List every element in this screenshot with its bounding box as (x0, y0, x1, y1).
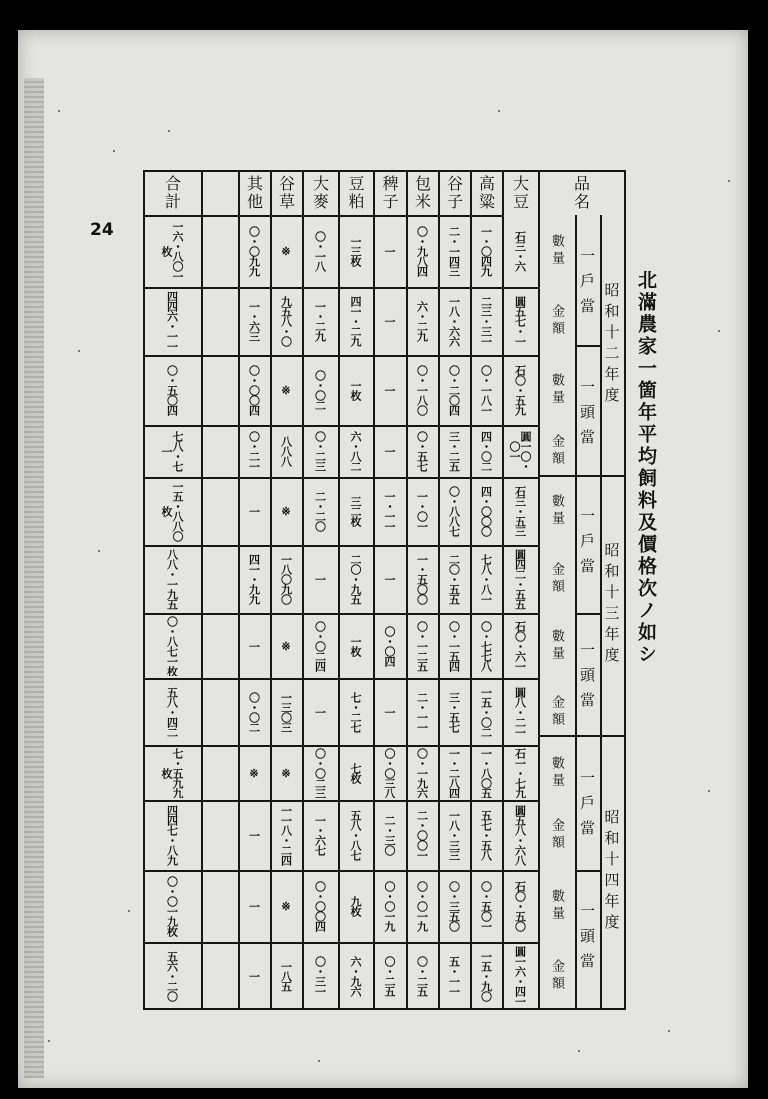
scan-speck (48, 1040, 50, 1042)
table-cell: 一 (383, 385, 396, 395)
table-cell: 二〇・五五 (447, 554, 461, 604)
scan-speck (98, 550, 100, 552)
measure-label: 金額 (549, 959, 564, 993)
table-cell: 〇・二〇四 (447, 365, 461, 415)
scan-speck (168, 130, 170, 132)
row-name-7: 谷草 (276, 174, 296, 211)
table-cell: 二三・三一 (479, 296, 493, 346)
table-cell: 一・六三 (247, 301, 261, 341)
table-cell: 一八・三三 (447, 810, 461, 860)
table-cell: 六・二九 (415, 301, 429, 341)
measure-label: 金額 (549, 818, 564, 852)
table-cell: 一 (247, 901, 261, 911)
table-cell: 〇・八七一枚 (165, 615, 179, 676)
group-header: 一頭當 (578, 641, 596, 717)
table-cell: 一五・九〇 (479, 951, 493, 1001)
table-cell: 三・二五 (447, 431, 461, 471)
row-name-8: 其他 (244, 174, 264, 211)
measure-label: 金額 (549, 694, 564, 729)
row-name-3: 包米 (412, 174, 432, 211)
table-cell: 〇・二五 (415, 956, 429, 996)
row-name-6: 大麥 (310, 174, 330, 211)
table-cell: 七枚 (349, 762, 362, 783)
table-cell: 六・八二 (349, 431, 362, 471)
table-cell: 二・二〇 (313, 491, 327, 531)
table-cell: 〇・二五 (383, 956, 396, 996)
table-cell: 七・二七 (349, 691, 362, 732)
measure-label: 數量 (549, 755, 564, 790)
table-cell: 四・〇〇〇 (479, 486, 493, 536)
table-cell: 〇・五七 (415, 431, 429, 471)
table-cell: 九五八・〇 (279, 296, 293, 346)
table-cell: 〇・七七八 (479, 620, 493, 671)
table-cell: 〇・〇四 (383, 625, 396, 666)
table-cell: 七八・七一 (160, 431, 184, 471)
scan-speck (318, 1060, 320, 1062)
table-cell: 一五・八八〇枚 (160, 481, 184, 541)
table-rule (201, 170, 203, 1010)
table-cell: 一 (313, 574, 327, 584)
measure-label: 金額 (549, 562, 564, 596)
table-cell: 一三枚 (349, 236, 362, 266)
table-cell: 一・二八四 (447, 747, 461, 798)
year-header: 昭和十三年度 (602, 542, 621, 668)
measure-label: 數量 (549, 889, 564, 923)
table-cell: 一一八・二四 (279, 805, 293, 865)
group-header: 一戶當 (578, 247, 596, 323)
scan-speck (78, 350, 80, 352)
table-cell: 〇・二三 (313, 431, 327, 471)
table-cell: 二・一四三 (447, 226, 461, 276)
row-name-9: 合計 (162, 174, 182, 211)
table-cell: 一 (247, 830, 261, 840)
table-cell: 八八・一九五 (165, 549, 179, 609)
table-cell: 八八八 (279, 436, 293, 466)
table-cell: ※ (279, 900, 293, 912)
page-edge (24, 78, 44, 1078)
page-title: 北滿農家一箇年平均飼料及價格次ノ如シ (635, 270, 657, 666)
table-cell: 一 (313, 706, 327, 717)
scan-speck (708, 790, 710, 792)
table-cell: 〇・〇一九 (383, 881, 396, 931)
table-cell: 一八五 (279, 961, 293, 991)
table-cell: 〇・九八四 (415, 226, 429, 276)
scan-speck (113, 150, 115, 152)
table-cell: 〇・八八七 (447, 486, 461, 536)
scan-speck (728, 180, 730, 182)
table-cell: 九枚 (349, 896, 362, 916)
table-cell: 〇・三五〇 (447, 881, 461, 931)
table-cell: 石三・六 (513, 231, 527, 271)
table-cell: 二・一一 (415, 691, 429, 732)
year-header: 昭和十二年度 (602, 282, 621, 408)
scan-speck (718, 330, 720, 332)
table-cell: ※ (279, 384, 293, 396)
table-cell: 一 (247, 640, 261, 651)
table-cell: 一八〇九〇 (279, 554, 293, 604)
table-cell: 圓五七・一 (513, 296, 527, 346)
table-cell: 三二枚 (349, 496, 362, 526)
table-cell: 〇・〇二四 (313, 620, 327, 671)
group-header: 一戶當 (578, 507, 596, 583)
table-cell: 〇・一九六 (415, 747, 429, 798)
table-cell: 一・六七 (313, 815, 327, 855)
group-header: 一戶當 (578, 770, 596, 845)
measure-label: 數量 (549, 628, 564, 663)
table-cell: ※ (247, 766, 261, 779)
table-cell: 〇・一八〇 (415, 365, 429, 415)
table-cell: 一・一一 (383, 491, 396, 531)
table-cell: 四一・九九 (247, 554, 261, 604)
row-name-1: 高粱 (476, 174, 496, 211)
row-name-0: 大豆 (510, 174, 530, 211)
table-cell: 石〇・五九 (513, 365, 527, 415)
table-cell: ※ (279, 766, 293, 779)
table-cell: 圓四二・五五 (513, 549, 527, 609)
measure-label: 數量 (549, 494, 564, 528)
table-cell: 圓一〇・〇一 (508, 431, 532, 471)
year-header: 昭和十四年度 (602, 808, 621, 935)
table-cell: 一・八〇五 (479, 747, 493, 798)
row-name-2: 谷子 (444, 174, 464, 211)
table-cell: 圓八・二一 (513, 686, 527, 737)
table-cell: 〇・五〇四 (165, 365, 179, 415)
measure-label: 數量 (549, 234, 564, 268)
table-rule (624, 170, 626, 1010)
table-cell: 五八・四二 (165, 686, 179, 737)
table-cell: 一・〇一 (415, 491, 429, 531)
table-cell: 七八・八一 (479, 554, 493, 604)
scan-speck (498, 110, 500, 112)
table-cell: 五・一一 (447, 956, 461, 996)
scan-speck (128, 910, 130, 912)
table-cell: 二・三〇 (383, 815, 396, 855)
table-cell: 〇・一八 (313, 231, 327, 271)
table-cell: 〇・一二五 (415, 620, 429, 671)
table-cell: 六・九六 (349, 956, 362, 996)
scan-speck (58, 110, 60, 112)
table-cell: 一六・八〇一枚 (160, 221, 184, 281)
table-cell: 〇・〇〇四 (313, 881, 327, 931)
group-header: 一頭當 (578, 378, 596, 454)
table-cell: 石〇・六一 (513, 620, 527, 671)
table-cell: 〇・〇一九 (415, 881, 429, 931)
scan-speck (668, 1030, 670, 1032)
table-cell: 二・〇〇一 (415, 810, 429, 860)
table-cell: 一五・〇二 (479, 686, 493, 737)
table-cell: 一 (247, 971, 261, 981)
document-page (18, 30, 748, 1088)
table-cell: 一八・六六 (447, 296, 461, 346)
table-cell: 一・〇四九 (479, 226, 493, 276)
table-cell: 一 (383, 574, 396, 584)
table-cell: 圓一六・四一 (513, 946, 527, 1006)
measure-label: 金額 (549, 434, 564, 468)
scan-speck (578, 1050, 580, 1052)
table-cell: 圓五八・六八 (513, 805, 527, 865)
table-cell: 〇・二一 (247, 431, 261, 471)
table-cell: 石〇・五〇 (513, 881, 527, 931)
table-cell: 四四六・一一 (165, 291, 179, 351)
table-cell: 〇・三一 (313, 956, 327, 996)
table-cell: 〇・〇二 (313, 370, 327, 410)
row-name-4: 稗子 (380, 174, 399, 211)
column-header-label: 品名 (571, 174, 591, 211)
group-header: 一頭當 (578, 902, 596, 978)
table-cell: 一枚 (349, 635, 362, 656)
table-cell: ※ (279, 505, 293, 517)
table-cell: 四・〇二 (479, 431, 493, 471)
feed-price-table (143, 170, 627, 1010)
table-cell: 七・五九九枚 (160, 747, 184, 798)
table-cell: 五六・二〇 (165, 951, 179, 1001)
table-cell: 石三・五三 (513, 486, 527, 536)
table-cell: ※ (279, 639, 293, 652)
table-cell: ※ (279, 245, 293, 257)
table-cell: 一 (383, 316, 396, 326)
table-cell: 四一・二九 (349, 296, 362, 346)
row-name-5: 豆粕 (346, 174, 365, 211)
table-cell: 一・五〇〇 (415, 554, 429, 604)
table-cell: 〇・五〇一 (479, 881, 493, 931)
table-cell: 〇・一八一 (479, 365, 493, 415)
table-cell: 一三〇三 (279, 691, 293, 732)
table-cell: 一・二九 (313, 301, 327, 341)
table-cell: 〇・〇九九 (247, 226, 261, 276)
table-cell: 〇・一五四 (447, 620, 461, 671)
table-cell: 一 (383, 446, 396, 456)
table-cell: 五八・八七 (349, 810, 362, 860)
table-cell: 〇・〇三八 (383, 747, 396, 798)
table-cell: 一枚 (349, 380, 362, 400)
table-cell: 〇・〇一九枚 (165, 876, 179, 936)
table-cell: 四四七・八九 (165, 805, 179, 865)
table-cell: 一 (383, 246, 396, 256)
table-cell: 石一・七九 (513, 747, 527, 798)
measure-label: 數量 (549, 373, 564, 407)
table-cell: 〇・〇〇四 (247, 365, 261, 415)
measure-label: 金額 (549, 304, 564, 338)
table-cell: 三・五七 (447, 691, 461, 732)
page-number: 24 (90, 220, 114, 240)
table-cell: 〇・〇二三 (313, 747, 327, 798)
table-cell: 一 (247, 506, 261, 516)
table-cell: 二〇・九五 (349, 554, 362, 604)
table-cell: 一 (383, 706, 396, 717)
table-cell: 〇・〇二 (247, 691, 261, 732)
table-cell: 五七・五八 (479, 810, 493, 860)
